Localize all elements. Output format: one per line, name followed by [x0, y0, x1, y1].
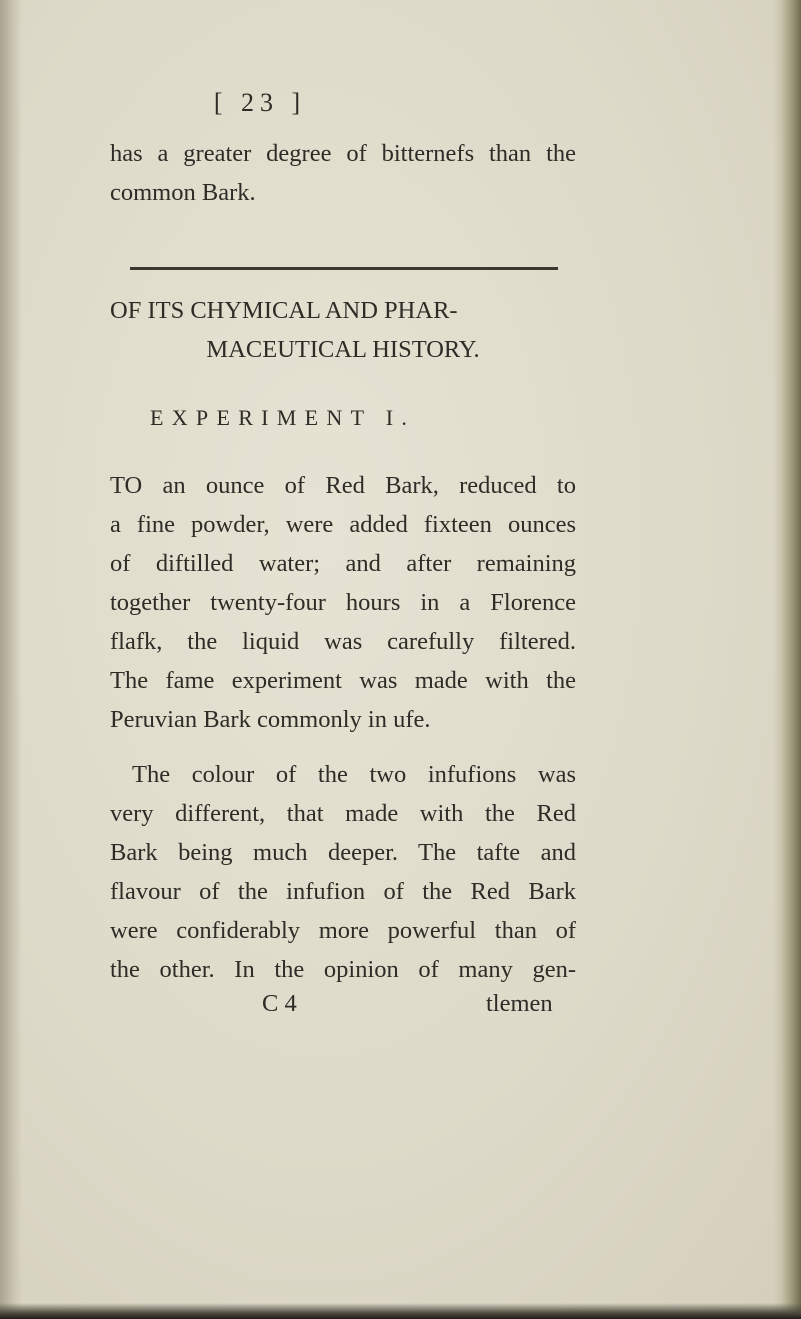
- section-divider: [130, 267, 558, 270]
- paragraph1-line-4: together twenty-four hours in a Florence: [110, 589, 576, 616]
- paragraph1-line-6: The fame experiment was made with the: [110, 667, 576, 694]
- section-heading-line-1: OF ITS CHYMICAL AND PHAR-: [110, 297, 458, 324]
- paragraph1-line-1: TO an ounce of Red Bark, reduced to: [110, 472, 576, 499]
- paragraph1-line-7: Peruvian Bark commonly in ufe.: [110, 706, 431, 733]
- opening-line-1: has a greater degree of bitternefs than the: [110, 140, 576, 167]
- paragraph1-line-5: flafk, the liquid was carefully filtered.: [110, 628, 576, 655]
- section-heading-line-2: MACEUTICAL HISTORY.: [206, 336, 480, 363]
- paragraph2-line-5: were confiderably more powerful than of: [110, 917, 576, 944]
- opening-line-2: common Bark.: [110, 179, 256, 206]
- paragraph1-line-3: of diftilled water; and after remaining: [110, 550, 576, 577]
- paragraph1-line-2: a fine powder, were added fixteen ounces: [110, 511, 576, 538]
- paragraph2-line-1: The colour of the two infufions was: [132, 761, 576, 788]
- catchword: tlemen: [486, 990, 553, 1017]
- page-bottom-shadow: [0, 1303, 801, 1319]
- paragraph2-line-3: Bark being much deeper. The tafte and: [110, 839, 576, 866]
- paragraph2-line-4: flavour of the infufion of the Red Bark: [110, 878, 576, 905]
- signature-mark: C 4: [262, 990, 297, 1017]
- page-gutter-shadow: [0, 0, 22, 1319]
- paragraph2-line-2: very different, that made with the Red: [110, 800, 576, 827]
- page-number: [ 23 ]: [213, 88, 307, 117]
- experiment-title: EXPERIMENT I.: [150, 405, 416, 430]
- paragraph2-line-6: the other. In the opinion of many gen-: [110, 956, 576, 983]
- page-edge-shadow: [773, 0, 801, 1319]
